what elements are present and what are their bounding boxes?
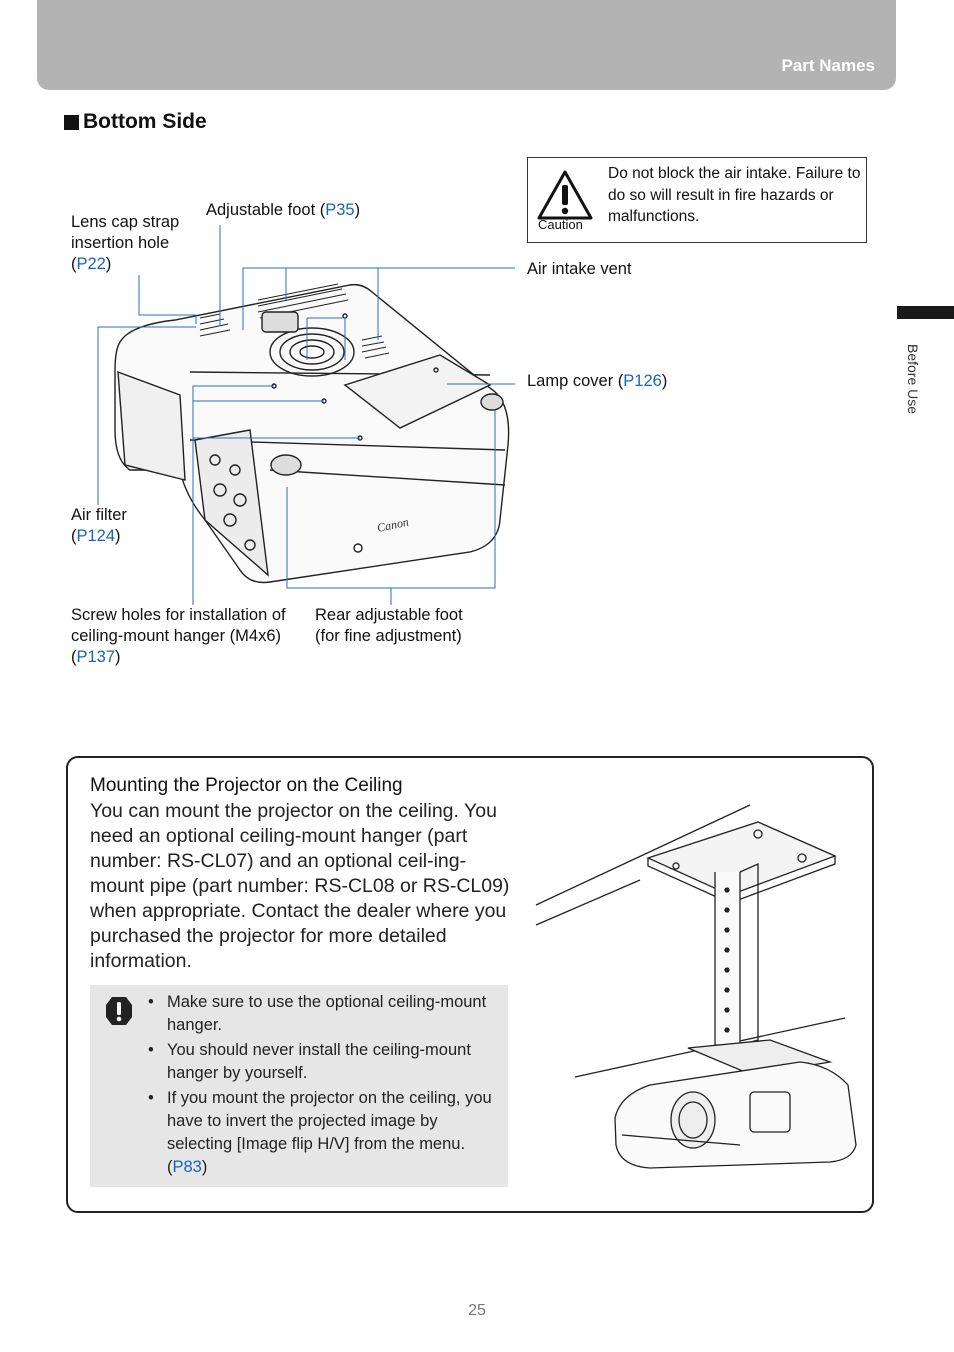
caution-word: Caution bbox=[538, 217, 583, 232]
mounting-body: You can mount the projector on the ceiling. You need an optional ceiling-mount hanger (part number: RS-CL07) and an optional ceil-ing-mount pipe (part number: RS-CL08 or RS-CL09) when appropriate. Contact the dealer where you purchased the projector for more detailed information. bbox=[90, 800, 510, 972]
important-note-list bbox=[146, 991, 501, 1181]
mounting-title: Mounting the Projector on the Ceiling bbox=[90, 775, 403, 796]
note-item: • Make sure to use the optional ceiling-mount hanger. bbox=[146, 991, 501, 1037]
side-tab-label: Before Use bbox=[905, 344, 921, 415]
label-adjustable-foot: Adjustable foot (P35) bbox=[206, 201, 361, 219]
section-title-text: Bottom Side bbox=[83, 110, 207, 133]
note-item: • If you mount the projector on the ceiling, you have to invert the projected image by selecting [Image flip H/V] from the menu. (P83) bbox=[146, 1087, 501, 1179]
link-p124[interactable]: P124 bbox=[76, 527, 116, 545]
note-item: • You should never install the ceiling-mount hanger by yourself. bbox=[146, 1039, 501, 1085]
label-air-filter: Air filter (P124) bbox=[71, 506, 127, 545]
link-p126[interactable]: P126 bbox=[623, 372, 662, 390]
label-lens-cap-strap: Lens cap strap insertion hole (P22) bbox=[71, 213, 180, 273]
link-p22[interactable]: P22 bbox=[76, 255, 106, 273]
brand-logo: Canon bbox=[375, 514, 410, 535]
label-rear-adjustable-foot: Rear adjustable foot (for fine adjustment) bbox=[315, 606, 463, 645]
link-p137[interactable]: P137 bbox=[76, 648, 116, 666]
header-title: Part Names bbox=[781, 56, 875, 75]
projector-illustration bbox=[115, 284, 509, 583]
important-exclamation-icon bbox=[104, 995, 134, 1027]
link-p83[interactable]: P83 bbox=[172, 1158, 202, 1176]
link-p35[interactable]: P35 bbox=[325, 201, 355, 219]
caution-text: Do not block the air intake. Failure to do so will result in fire hazards or malfunctions. bbox=[608, 165, 861, 225]
ceiling-mount-illustration bbox=[530, 800, 865, 1180]
label-lamp-cover: Lamp cover (P126) bbox=[527, 372, 668, 390]
important-note-box bbox=[90, 985, 508, 1187]
page-number: 25 bbox=[468, 1302, 486, 1319]
label-screw-holes: Screw holes for installation of ceiling-mount hanger (M4x6) (P137) bbox=[71, 606, 286, 666]
label-air-intake-vent: Air intake vent bbox=[527, 260, 632, 278]
